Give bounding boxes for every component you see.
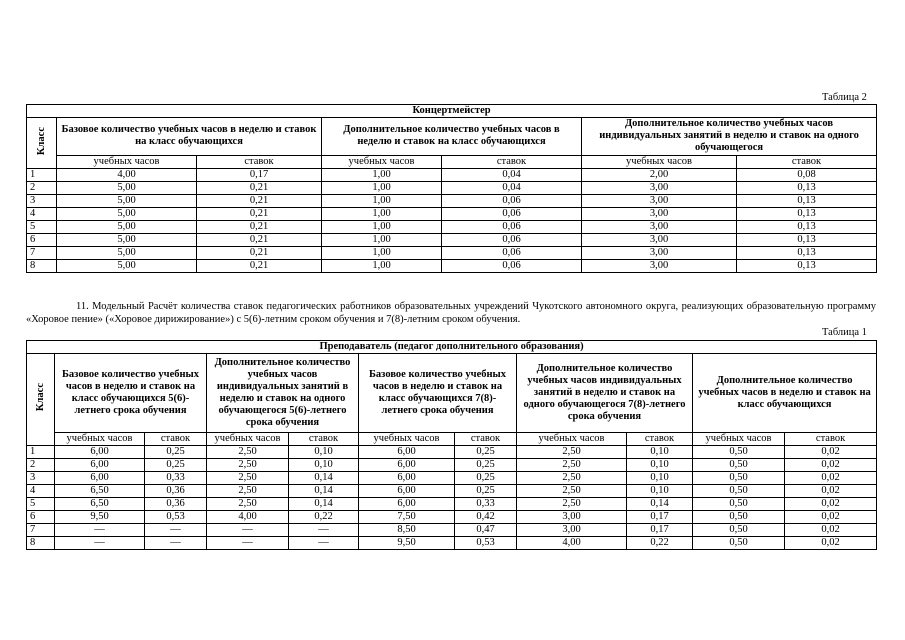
class-number-cell: 6 <box>27 234 57 247</box>
value-cell: 0,53 <box>145 511 207 524</box>
group-header: Дополнительное количество учебных часов индивидуальных занятий в неделю и ставок на одного обучающегося 7(8)-летнего срока обучения <box>517 354 693 433</box>
value-cell: 0,14 <box>289 472 359 485</box>
table-row <box>27 459 877 472</box>
subheader-cell: ставок <box>737 155 877 168</box>
value-cell: 0,13 <box>737 260 877 273</box>
class-number-cell: 4 <box>27 208 57 221</box>
subheader-cell: учебных часов <box>693 433 785 446</box>
class-number-cell: 2 <box>27 459 55 472</box>
value-cell: 0,13 <box>737 182 877 195</box>
value-cell: 0,02 <box>785 485 877 498</box>
value-cell: 6,00 <box>359 472 455 485</box>
value-cell: 0,50 <box>693 537 785 550</box>
class-header: Класс <box>27 118 57 169</box>
value-cell: 0,50 <box>693 485 785 498</box>
value-cell: 0,33 <box>455 498 517 511</box>
subheader-cell: учебных часов <box>359 433 455 446</box>
value-cell: 0,21 <box>197 260 322 273</box>
value-cell: 0,21 <box>197 221 322 234</box>
value-cell: 0,02 <box>785 524 877 537</box>
value-cell: 1,00 <box>322 208 442 221</box>
table-row <box>27 472 877 485</box>
value-cell: 0,06 <box>442 234 582 247</box>
value-cell: 5,00 <box>57 260 197 273</box>
value-cell: — <box>55 524 145 537</box>
subheader-cell: учебных часов <box>55 433 145 446</box>
class-header: Класс <box>27 354 55 446</box>
value-cell: 0,13 <box>737 208 877 221</box>
table-row <box>27 208 877 221</box>
table-title: Концертмейстер <box>27 105 877 118</box>
value-cell: 0,02 <box>785 511 877 524</box>
value-cell: 0,36 <box>145 485 207 498</box>
value-cell: 0,10 <box>627 446 693 459</box>
value-cell: 0,02 <box>785 472 877 485</box>
value-cell: 0,10 <box>627 485 693 498</box>
value-cell: 0,50 <box>693 459 785 472</box>
value-cell: 6,00 <box>359 498 455 511</box>
value-cell: 0,02 <box>785 537 877 550</box>
value-cell: — <box>55 537 145 550</box>
value-cell: 0,25 <box>455 446 517 459</box>
table-a-caption: Таблица 2 <box>822 92 867 103</box>
subheader-cell: учебных часов <box>517 433 627 446</box>
value-cell: 0,13 <box>737 221 877 234</box>
group-header: Дополнительное количество учебных часов индивидуальных занятий в неделю и ставок на одного обучающегося <box>582 118 877 156</box>
value-cell: 7,50 <box>359 511 455 524</box>
value-cell: 4,00 <box>517 537 627 550</box>
value-cell: 2,50 <box>207 472 289 485</box>
value-cell: — <box>207 537 289 550</box>
value-cell: 3,00 <box>582 221 737 234</box>
value-cell: — <box>289 524 359 537</box>
value-cell: 0,13 <box>737 234 877 247</box>
value-cell: 0,21 <box>197 195 322 208</box>
value-cell: 0,25 <box>145 459 207 472</box>
value-cell: 3,00 <box>582 195 737 208</box>
value-cell: 3,00 <box>582 260 737 273</box>
value-cell: 0,50 <box>693 446 785 459</box>
value-cell: 0,08 <box>737 169 877 182</box>
class-number-cell: 3 <box>27 195 57 208</box>
value-cell: 0,21 <box>197 247 322 260</box>
value-cell: 1,00 <box>322 247 442 260</box>
value-cell: 0,10 <box>289 446 359 459</box>
value-cell: 3,00 <box>582 234 737 247</box>
subheader-cell: ставок <box>289 433 359 446</box>
subheader-cell: учебных часов <box>57 155 197 168</box>
value-cell: 6,00 <box>55 459 145 472</box>
table-row <box>27 221 877 234</box>
value-cell: 1,00 <box>322 234 442 247</box>
table-row <box>27 195 877 208</box>
value-cell: 0,02 <box>785 459 877 472</box>
class-number-cell: 5 <box>27 498 55 511</box>
class-number-cell: 3 <box>27 472 55 485</box>
value-cell: 0,10 <box>627 459 693 472</box>
value-cell: 0,02 <box>785 446 877 459</box>
value-cell: 0,21 <box>197 208 322 221</box>
class-number-cell: 1 <box>27 446 55 459</box>
value-cell: 0,47 <box>455 524 517 537</box>
subheader-cell: ставок <box>785 433 877 446</box>
value-cell: 6,50 <box>55 498 145 511</box>
paragraph: 11. Модельный Расчёт количества ставок педагогических работников образовательных учреждений Чукотского автономного округа, реализующих образовательную программу «Хоровое пение» («Хоровое дирижирование») с 5(6)-летним сроком обучения и 7(8)-летним сроком обучения. <box>26 301 876 325</box>
value-cell: 2,50 <box>517 446 627 459</box>
value-cell: 5,00 <box>57 182 197 195</box>
value-cell: 2,50 <box>207 446 289 459</box>
value-cell: 0,42 <box>455 511 517 524</box>
value-cell: 6,00 <box>359 459 455 472</box>
value-cell: 0,53 <box>455 537 517 550</box>
table-row <box>27 498 877 511</box>
table-b-caption: Таблица 1 <box>822 327 867 338</box>
table-title: Преподаватель (педагог дополнительного образования) <box>27 341 877 354</box>
subheader-cell: учебных часов <box>322 155 442 168</box>
value-cell: 0,25 <box>455 485 517 498</box>
subheader-cell: ставок <box>455 433 517 446</box>
value-cell: 0,25 <box>455 472 517 485</box>
value-cell: 2,50 <box>517 485 627 498</box>
value-cell: 0,14 <box>289 485 359 498</box>
value-cell: 1,00 <box>322 182 442 195</box>
value-cell: 0,33 <box>145 472 207 485</box>
group-header: Базовое количество учебных часов в неделю и ставок на класс обучающихся <box>57 118 322 156</box>
value-cell: 0,21 <box>197 182 322 195</box>
value-cell: 2,50 <box>207 485 289 498</box>
value-cell: 0,36 <box>145 498 207 511</box>
value-cell: 0,14 <box>627 498 693 511</box>
value-cell: 2,50 <box>207 459 289 472</box>
value-cell: 9,50 <box>55 511 145 524</box>
class-number-cell: 4 <box>27 485 55 498</box>
value-cell: 0,50 <box>693 511 785 524</box>
value-cell: 6,00 <box>359 446 455 459</box>
value-cell: 2,50 <box>207 498 289 511</box>
class-number-cell: 8 <box>27 537 55 550</box>
class-number-cell: 7 <box>27 524 55 537</box>
value-cell: 0,06 <box>442 208 582 221</box>
table-row <box>27 247 877 260</box>
value-cell: 0,04 <box>442 169 582 182</box>
value-cell: 6,00 <box>55 472 145 485</box>
table-row <box>27 537 877 550</box>
group-header: Базовое количество учебных часов в неделю и ставок на класс обучающихся 5(6)-летнего срока обучения <box>55 354 207 433</box>
value-cell: — <box>145 537 207 550</box>
subheader-cell: ставок <box>442 155 582 168</box>
value-cell: 6,00 <box>359 485 455 498</box>
table-row <box>27 182 877 195</box>
value-cell: 0,14 <box>289 498 359 511</box>
value-cell: 6,00 <box>55 446 145 459</box>
table-row <box>27 234 877 247</box>
value-cell: 0,17 <box>627 524 693 537</box>
class-number-cell: 2 <box>27 182 57 195</box>
table-row <box>27 169 877 182</box>
value-cell: 0,17 <box>627 511 693 524</box>
class-number-cell: 5 <box>27 221 57 234</box>
value-cell: 1,00 <box>322 195 442 208</box>
subheader-cell: ставок <box>145 433 207 446</box>
value-cell: 5,00 <box>57 234 197 247</box>
value-cell: 0,06 <box>442 221 582 234</box>
value-cell: 0,50 <box>693 524 785 537</box>
value-cell: 0,17 <box>197 169 322 182</box>
group-header: Дополнительное количество учебных часов в неделю и ставок на класс обучающихся <box>322 118 582 156</box>
value-cell: 4,00 <box>57 169 197 182</box>
value-cell: 3,00 <box>582 182 737 195</box>
value-cell: 3,00 <box>582 208 737 221</box>
group-header: Дополнительное количество учебных часов в неделю и ставок на класс обучающихся <box>693 354 877 433</box>
table-row <box>27 260 877 273</box>
table-row <box>27 446 877 459</box>
value-cell: 2,50 <box>517 498 627 511</box>
class-number-cell: 7 <box>27 247 57 260</box>
value-cell: 9,50 <box>359 537 455 550</box>
group-header: Дополнительное количество учебных часов индивидуальных занятий в неделю и ставок на одного обучающегося 5(6)-летнего срока обучения <box>207 354 359 433</box>
value-cell: 0,22 <box>289 511 359 524</box>
subheader-cell: учебных часов <box>582 155 737 168</box>
subheader-cell: ставок <box>197 155 322 168</box>
value-cell: 2,50 <box>517 459 627 472</box>
value-cell: 3,00 <box>582 247 737 260</box>
value-cell: 0,06 <box>442 260 582 273</box>
table-teacher <box>26 340 877 550</box>
table-accompanist <box>26 104 877 273</box>
table-row <box>27 524 877 537</box>
value-cell: 0,04 <box>442 182 582 195</box>
subheader-cell: учебных часов <box>207 433 289 446</box>
class-number-cell: 8 <box>27 260 57 273</box>
table-row <box>27 485 877 498</box>
value-cell: 0,50 <box>693 498 785 511</box>
value-cell: 5,00 <box>57 221 197 234</box>
value-cell: 0,25 <box>455 459 517 472</box>
value-cell: 0,02 <box>785 498 877 511</box>
value-cell: 8,50 <box>359 524 455 537</box>
value-cell: 2,00 <box>582 169 737 182</box>
value-cell: 0,25 <box>145 446 207 459</box>
value-cell: 0,21 <box>197 234 322 247</box>
value-cell: 3,00 <box>517 524 627 537</box>
value-cell: 1,00 <box>322 169 442 182</box>
value-cell: 0,13 <box>737 247 877 260</box>
value-cell: 0,22 <box>627 537 693 550</box>
subheader-cell: ставок <box>627 433 693 446</box>
value-cell: 0,13 <box>737 195 877 208</box>
value-cell: — <box>289 537 359 550</box>
value-cell: 3,00 <box>517 511 627 524</box>
value-cell: 0,10 <box>289 459 359 472</box>
value-cell: 0,10 <box>627 472 693 485</box>
value-cell: 0,06 <box>442 195 582 208</box>
value-cell: 4,00 <box>207 511 289 524</box>
value-cell: 5,00 <box>57 247 197 260</box>
class-number-cell: 1 <box>27 169 57 182</box>
value-cell: 2,50 <box>517 472 627 485</box>
value-cell: 0,06 <box>442 247 582 260</box>
value-cell: — <box>207 524 289 537</box>
value-cell: 1,00 <box>322 221 442 234</box>
value-cell: 1,00 <box>322 260 442 273</box>
group-header: Базовое количество учебных часов в неделю и ставок на класс обучающихся 7(8)-летнего срока обучения <box>359 354 517 433</box>
value-cell: 0,50 <box>693 472 785 485</box>
value-cell: 5,00 <box>57 195 197 208</box>
class-number-cell: 6 <box>27 511 55 524</box>
value-cell: 5,00 <box>57 208 197 221</box>
value-cell: 6,50 <box>55 485 145 498</box>
table-row <box>27 511 877 524</box>
value-cell: — <box>145 524 207 537</box>
